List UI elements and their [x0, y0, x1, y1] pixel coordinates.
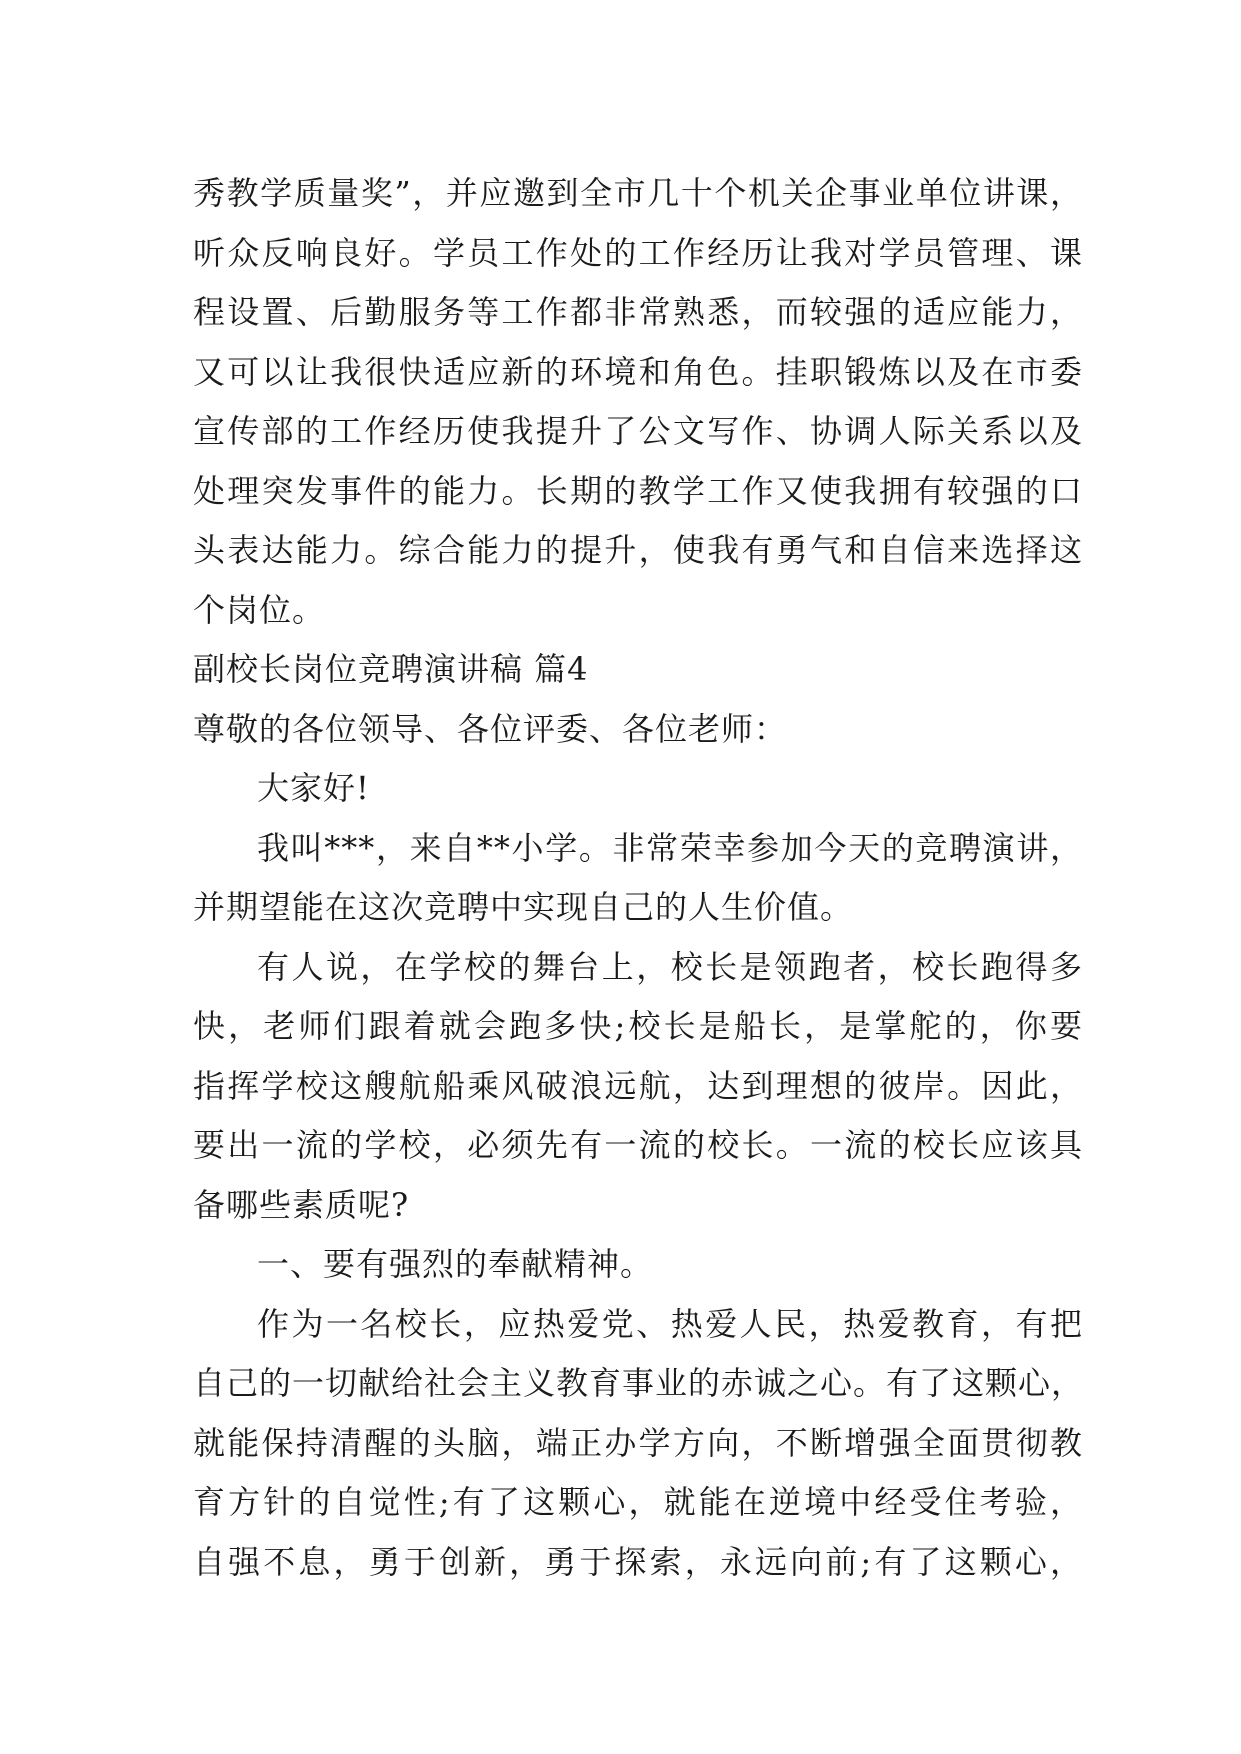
paragraph-line: 并期望能在这次竞聘中实现自己的人生价值。 [193, 888, 854, 926]
paragraph-line: 自强不息，勇于创新，勇于探索，永远向前;有了这颗心， [193, 1542, 1083, 1581]
paragraph-line: 自己的一切献给社会主义教育事业的赤诚之心。有了这颗心， [193, 1364, 1085, 1402]
paragraph-line: 听众反响良好。学员工作处的工作经历让我对学员管理、课 [193, 233, 1083, 272]
paragraph-line: 备哪些素质呢? [193, 1185, 410, 1224]
paragraph-line: 指挥学校这艘航船乘风破浪远航，达到理想的彼岸。因此， [193, 1066, 1083, 1105]
paragraph-line: 就能保持清醒的头脑，端正办学方向，不断增强全面贯彻教 [193, 1423, 1083, 1462]
paragraph-line: 我叫***，来自**小学。非常荣幸参加今天的竞聘演讲， [257, 828, 1083, 867]
section-heading: 副校长岗位竞聘演讲稿 篇4 [193, 650, 589, 688]
paragraph-line: 个岗位。 [193, 590, 326, 629]
paragraph-line: 快，老师们跟着就会跑多快;校长是船长，是掌舵的，你要 [193, 1007, 1083, 1045]
document-body [193, 164, 1083, 1592]
subheading: 一、要有强烈的奉献精神。 [257, 1245, 654, 1283]
paragraph-line: 要出一流的学校，必须先有一流的校长。一流的校长应该具 [193, 1126, 1083, 1164]
paragraph-line: 宣传部的工作经历使我提升了公文写作、协调人际关系以及 [193, 412, 1083, 450]
paragraph-line: 头表达能力。综合能力的提升，使我有勇气和自信来选择这 [193, 531, 1083, 569]
paragraph-line: 作为一名校长，应热爱党、热爱人民，热爱教育，有把 [257, 1304, 1083, 1343]
salutation: 尊敬的各位领导、各位评委、各位老师： [193, 709, 788, 748]
paragraph-line: 又可以让我很快适应新的环境和角色。挂职锻炼以及在市委 [193, 352, 1083, 391]
paragraph-line: 秀教学质量奖”，并应邀到全市几十个机关企事业单位讲课， [193, 174, 1083, 212]
greeting: 大家好! [257, 769, 370, 807]
paragraph-line: 育方针的自觉性;有了这颗心，就能在逆境中经受住考验， [193, 1483, 1083, 1521]
paragraph-line: 有人说，在学校的舞台上，校长是领跑者，校长跑得多 [257, 947, 1083, 986]
paragraph-line: 处理突发事件的能力。长期的教学工作又使我拥有较强的口 [193, 471, 1083, 510]
paragraph-line: 程设置、后勤服务等工作都非常熟悉，而较强的适应能力， [193, 293, 1083, 331]
